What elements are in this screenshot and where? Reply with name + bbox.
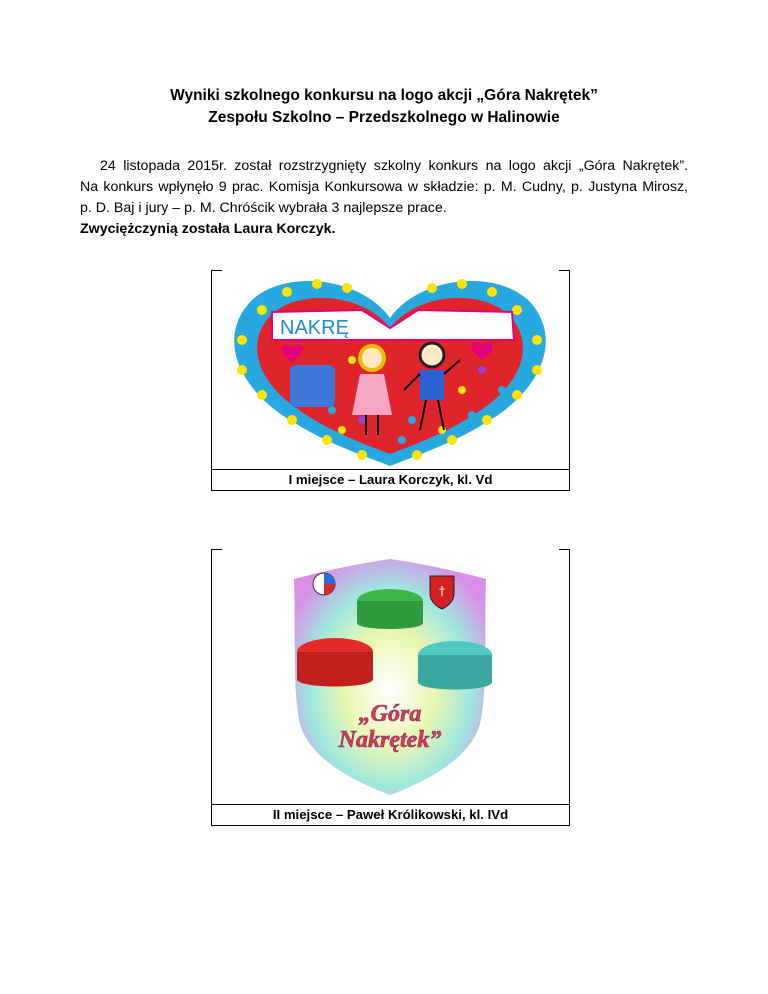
page-subtitle: Zespołu Szkolno – Przedszkolnego w Halinowie [208, 109, 560, 126]
winner-statement: Zwyciężczynią została Laura Korczyk. [80, 221, 336, 237]
svg-text:†: † [439, 584, 445, 598]
banner-text-left: NAKRĘ [280, 317, 349, 339]
shield-text-line2: Nakrętek” [338, 727, 442, 753]
shield-logo-artwork [212, 549, 569, 805]
entry-caption: II miejsce – Paweł Królikowski, kl. IVd [212, 804, 569, 825]
entry-second-place [211, 549, 570, 826]
paragraph-line-3: p. D. Baj i jury – p. M. Chróścik wybrała 3 najlepsze prace. [80, 200, 447, 216]
heart-logo-artwork [212, 270, 569, 470]
entry-caption: I miejsce – Laura Korczyk, kl. Vd [212, 469, 569, 490]
intro-paragraph [80, 156, 688, 219]
shield-text-line1: „Góra [358, 701, 422, 727]
entry-first-place [211, 270, 570, 491]
paragraph-line-1: 24 listopada 2015r. został rozstrzygnięty szkolny konkurs na logo akcji „Góra Nakrętek”. [100, 158, 688, 174]
paragraph-line-2: Na konkurs wpłynęło 9 prac. Komisja Konkursowa w składzie: p. M. Cudny, p. Justyna Mirosz, [80, 179, 688, 195]
page-title: Wyniki szkolnego konkursu na logo akcji „Góra Nakrętek” [170, 87, 598, 104]
